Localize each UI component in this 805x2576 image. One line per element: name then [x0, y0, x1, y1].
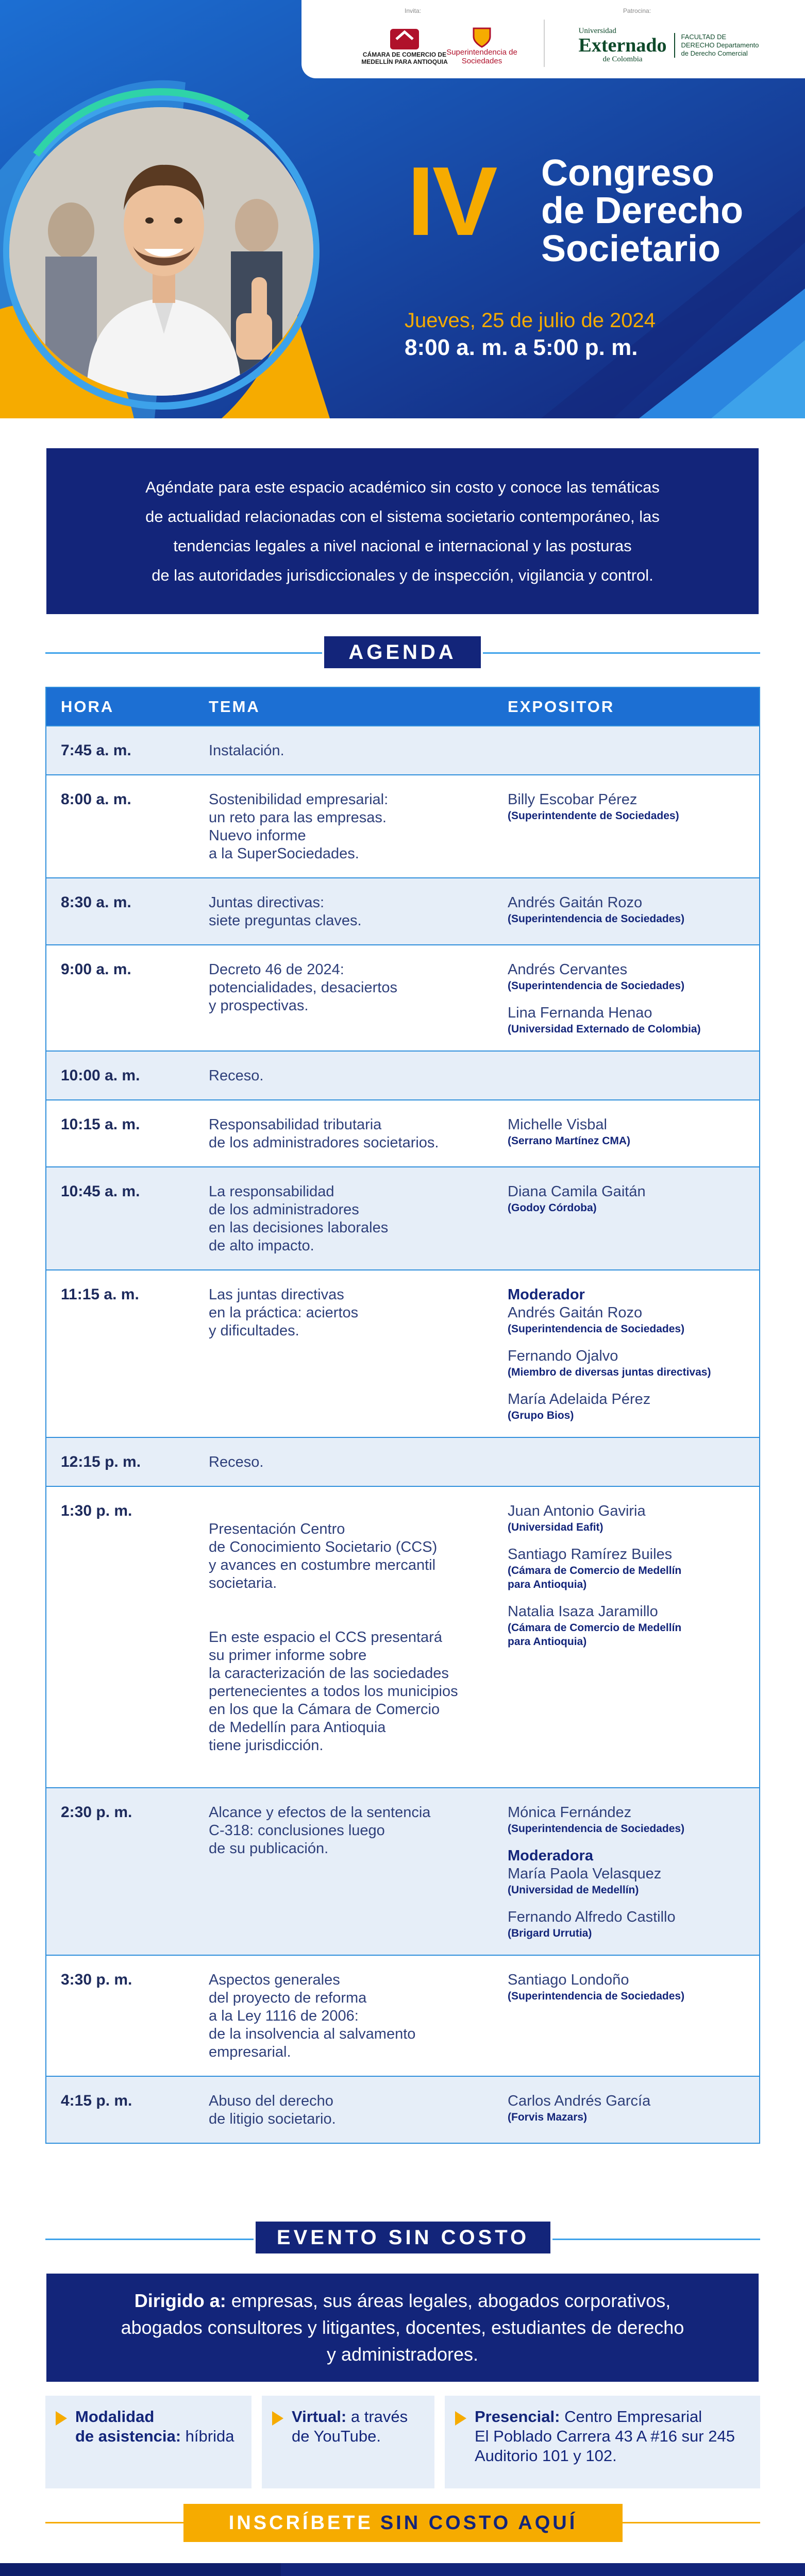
externado-logo	[536, 20, 804, 71]
partner-caption: Patrocina:	[623, 7, 651, 14]
coat-of-arms-icon	[471, 25, 493, 48]
supersociedades-logo	[430, 20, 533, 71]
agenda-row	[46, 877, 759, 944]
agenda-row	[46, 944, 759, 1050]
speaker	[508, 1347, 749, 1379]
agenda-row	[46, 1955, 759, 2076]
agenda-heading: AGENDA	[322, 634, 483, 670]
speaker-name: Fernando Alfredo Castillo	[508, 1909, 676, 1925]
agenda-row	[46, 725, 759, 774]
col-header-tema: TEMA	[209, 697, 260, 716]
speaker	[508, 1502, 749, 1534]
speaker	[508, 1804, 749, 1836]
row-topic: Sostenibilidad empresarial: un reto para las empresas. Nuevo informe a la SuperSociedades.	[209, 791, 389, 862]
event-time: 8:00 a. m. a 5:00 p. m.	[405, 335, 638, 360]
speaker-organization: (Superintendencia de Sociedades)	[508, 1823, 685, 1835]
row-time: 10:45 a. m.	[61, 1183, 140, 1200]
row-speakers	[508, 2092, 759, 2128]
sponsor-logos-bar	[301, 0, 805, 78]
speaker-organization: (Brigard Urrutia)	[508, 1927, 592, 1939]
speaker-organization: (Universidad Externado de Colombia)	[508, 1023, 701, 1035]
row-speakers	[508, 894, 759, 930]
moderator-label: Moderador	[508, 1286, 585, 1303]
row-speakers	[508, 1116, 759, 1152]
agenda-row	[46, 1486, 759, 1787]
event-title	[541, 152, 799, 269]
arrow-bullet-icon	[56, 2411, 67, 2426]
speaker	[508, 1908, 749, 1940]
virtual-mode-box[interactable]	[262, 2396, 434, 2488]
speaker-organization: (Superintendente de Sociedades)	[508, 810, 679, 822]
intro-line-2: de actualidad relacionadas con el sistema societario contemporáneo, las	[145, 507, 660, 526]
row-topic: Decreto 46 de 2024: potencialidades, desaciertos y prospectivas.	[209, 961, 397, 1014]
contact-footer	[0, 2563, 805, 2576]
row-time: 10:15 a. m.	[61, 1116, 140, 1133]
agenda-table-header	[46, 688, 759, 725]
externado-name: Externado	[578, 35, 667, 56]
row-topic: Juntas directivas: siete preguntas claves.	[209, 894, 362, 929]
speaker	[508, 961, 749, 993]
businessman-thumbs-up-illustration	[9, 107, 313, 396]
row-speakers	[508, 1067, 759, 1085]
row-topic: Aspectos generales del proyecto de reforma a la Ley 1116 de 2006: de la insolvencia al salvamento empresarial.	[209, 1972, 416, 2060]
target-audience-line-3: y administradores.	[326, 2344, 479, 2365]
arrow-bullet-icon	[272, 2411, 283, 2426]
row-topic: Alcance y efectos de la sentencia C-318: conclusiones luego de su publicación.	[209, 1804, 431, 1857]
col-header-hora: HORA	[61, 697, 114, 716]
speaker-name: Diana Camila Gaitán	[508, 1183, 646, 1200]
row-speakers	[508, 742, 759, 760]
speaker-organization: (Universidad de Medellín)	[508, 1884, 639, 1896]
speaker-name: Michelle Visbal	[508, 1116, 607, 1133]
speaker-organization: (Miembro de diversas juntas directivas)	[508, 1366, 711, 1378]
speaker	[508, 1286, 749, 1336]
speaker-name: Fernando Ojalvo	[508, 1348, 618, 1364]
virtual-mode-value-2: de YouTube.	[292, 2427, 381, 2445]
free-event-heading: EVENTO SIN COSTO	[254, 2219, 552, 2256]
speaker-organization: (Forvis Mazars)	[508, 2111, 588, 2123]
row-time: 7:45 a. m.	[61, 742, 131, 759]
agenda-table	[45, 687, 760, 2144]
attendance-mode-value: híbrida	[185, 2427, 234, 2445]
speaker-name: Lina Fernanda Henao	[508, 1005, 652, 1021]
agenda-row	[46, 2076, 759, 2143]
agenda-row	[46, 1099, 759, 1166]
row-speakers	[508, 1971, 759, 2061]
speaker-organization: (Godoy Córdoba)	[508, 1202, 597, 1214]
speaker-organization: (Serrano Martínez CMA)	[508, 1135, 631, 1147]
register-button[interactable]	[183, 2504, 623, 2542]
row-speakers	[508, 1183, 759, 1255]
row-time: 11:15 a. m.	[61, 1286, 139, 1303]
speaker-organization: (Superintendencia de Sociedades)	[508, 1323, 685, 1335]
in-person-mode-value-3: Auditorio 101 y 102.	[475, 2447, 617, 2465]
speaker	[508, 1546, 749, 1591]
speaker	[508, 1116, 749, 1148]
attendance-mode-lead-2: de asistencia:	[75, 2427, 181, 2445]
agenda-row	[46, 1437, 759, 1486]
row-time: 1:30 p. m.	[61, 1502, 132, 1519]
hero-banner	[0, 0, 805, 418]
speaker-name: Carlos Andrés García	[508, 2093, 651, 2109]
speaker	[508, 1971, 749, 2003]
row-time: 10:00 a. m.	[61, 1067, 140, 1084]
speaker-name: Mónica Fernández	[508, 1804, 632, 1821]
target-audience	[46, 2274, 759, 2382]
speaker-name: Andrés Gaitán Rozo	[508, 1304, 643, 1321]
speaker-organization: (Universidad Eafit)	[508, 1521, 603, 1533]
externado-prefix: Universidad	[578, 27, 616, 35]
speaker	[508, 2092, 749, 2124]
event-title-line-1: Congreso	[541, 152, 715, 194]
agenda-row	[46, 1787, 759, 1955]
row-time: 8:30 a. m.	[61, 894, 131, 911]
target-audience-lead: Dirigido a:	[134, 2290, 226, 2311]
footer-title-panel	[0, 2563, 281, 2576]
edition-numeral: IV	[407, 147, 496, 256]
row-speakers	[508, 1502, 759, 1773]
speaker	[508, 1603, 749, 1649]
host-caption: Invita:	[405, 7, 422, 14]
row-speakers	[508, 1453, 759, 1471]
supersociedades-name: Superintendencia de Sociedades	[446, 47, 517, 65]
externado-faculty: FACULTAD DE DERECHO Departamento de Derecho Comercial	[674, 33, 762, 58]
intro-line-4: de las autoridades jurisdiccionales y de inspección, vigilancia y control.	[152, 566, 653, 584]
row-topic: Receso.	[209, 1067, 264, 1084]
row-time: 2:30 p. m.	[61, 1804, 132, 1821]
speaker-name: Juan Antonio Gaviria	[508, 1503, 646, 1519]
speaker-name: Andrés Cervantes	[508, 961, 628, 978]
row-speakers	[508, 791, 759, 863]
row-topic: Las juntas directivas en la práctica: aciertos y dificultades.	[209, 1286, 359, 1339]
moderator-label: Moderadora	[508, 1848, 593, 1864]
row-time: 8:00 a. m.	[61, 791, 131, 808]
agenda-row	[46, 1269, 759, 1437]
row-topic	[209, 1502, 508, 1773]
attendance-mode-box	[45, 2396, 251, 2488]
speaker-organization: (Cámara de Comercio de Medellín para Antioquia)	[508, 1565, 682, 1590]
speaker-name: Santiago Ramírez Builes	[508, 1546, 673, 1563]
row-speakers	[508, 961, 759, 1036]
speaker-name: Andrés Gaitán Rozo	[508, 894, 643, 911]
intro-description	[46, 448, 759, 614]
row-topic: Abuso del derecho de litigio societario.	[209, 2093, 336, 2127]
row-topic-title: Presentación Centro de Conocimiento Societario (CCS) y avances en costumbre mercantil societaria.	[209, 1521, 438, 1591]
speaker-organization: (Grupo Bios)	[508, 1410, 574, 1421]
row-topic: Receso.	[209, 1454, 264, 1470]
row-speakers	[508, 1804, 759, 1940]
speaker-organization: (Superintendencia de Sociedades)	[508, 1990, 685, 2002]
externado-country: de Colombia	[602, 55, 643, 63]
intro-line-3: tendencias legales a nivel nacional e internacional y las posturas	[173, 537, 632, 555]
speaker-organization: (Cámara de Comercio de Medellín para Antioquia)	[508, 1622, 682, 1648]
in-person-mode-lead: Presencial:	[475, 2408, 560, 2426]
intro-line-1: Agéndate para este espacio académico sin costo y conoce las temáticas	[145, 478, 660, 496]
in-person-mode-value-2: El Poblado Carrera 43 A #16 sur 245	[475, 2427, 735, 2445]
speaker-name: Natalia Isaza Jaramillo	[508, 1603, 658, 1620]
camara-comercio-emblem-icon	[390, 25, 419, 49]
row-topic: Responsabilidad tributaria de los administradores societarios.	[209, 1116, 439, 1151]
row-topic: Instalación.	[209, 742, 284, 759]
speaker-organization: (Superintendencia de Sociedades)	[508, 913, 685, 925]
agenda-row	[46, 774, 759, 877]
speaker	[508, 894, 749, 926]
speaker	[508, 791, 749, 823]
target-audience-line-2: abogados consultores y litigantes, docentes, estudiantes de derecho	[121, 2317, 684, 2338]
event-date: Jueves, 25 de julio de 2024	[405, 309, 656, 332]
row-time: 4:15 p. m.	[61, 2092, 132, 2109]
speaker-organization: (Superintendencia de Sociedades)	[508, 980, 685, 992]
row-topic-detail: En este espacio el CCS presentará su primer informe sobre la caracterización de las sociedades pertenecientes a todos los municipios en los que la Cámara de Comercio de Medellín para Antioquia tiene jurisdicción.	[209, 1629, 458, 1754]
row-topic: La responsabilidad de los administradores en las decisiones laborales de alto impacto.	[209, 1183, 389, 1254]
speaker	[508, 1004, 749, 1036]
event-title-line-2: de Derecho	[541, 190, 744, 232]
row-speakers	[508, 1286, 759, 1422]
in-person-mode-value-1: Centro Empresarial	[564, 2408, 702, 2426]
agenda-row	[46, 1166, 759, 1269]
row-time: 12:15 p. m.	[61, 1453, 141, 1470]
register-button-label-highlight: SIN COSTO AQUÍ	[380, 2512, 578, 2534]
event-title-line-3: Societario	[541, 228, 721, 269]
speaker-name: María Adelaida Pérez	[508, 1391, 651, 1408]
speaker	[508, 1391, 749, 1422]
speaker	[508, 1847, 749, 1897]
col-header-expositor: EXPOSITOR	[508, 697, 615, 716]
in-person-mode-box	[445, 2396, 760, 2488]
target-audience-line-1: empresas, sus áreas legales, abogados corporativos,	[231, 2290, 671, 2311]
register-button-label: INSCRÍBETE	[228, 2512, 373, 2534]
hero-photo	[9, 107, 313, 396]
camara-comercio-name: CÁMARA DE COMERCIO DE MEDELLÍN PARA ANTIOQUIA	[361, 51, 448, 65]
virtual-mode-lead: Virtual:	[292, 2408, 347, 2426]
speaker	[508, 1183, 749, 1215]
row-time: 9:00 a. m.	[61, 961, 131, 978]
speaker-name: Billy Escobar Pérez	[508, 791, 638, 808]
agenda-row	[46, 1050, 759, 1099]
speaker-name: María Paola Velasquez	[508, 1866, 662, 1882]
arrow-bullet-icon	[455, 2411, 466, 2426]
attendance-mode-lead-1: Modalidad	[75, 2408, 155, 2426]
speaker-name: Santiago Londoño	[508, 1972, 629, 1988]
row-time: 3:30 p. m.	[61, 1971, 132, 1988]
virtual-mode-value-1: a través	[350, 2408, 408, 2426]
